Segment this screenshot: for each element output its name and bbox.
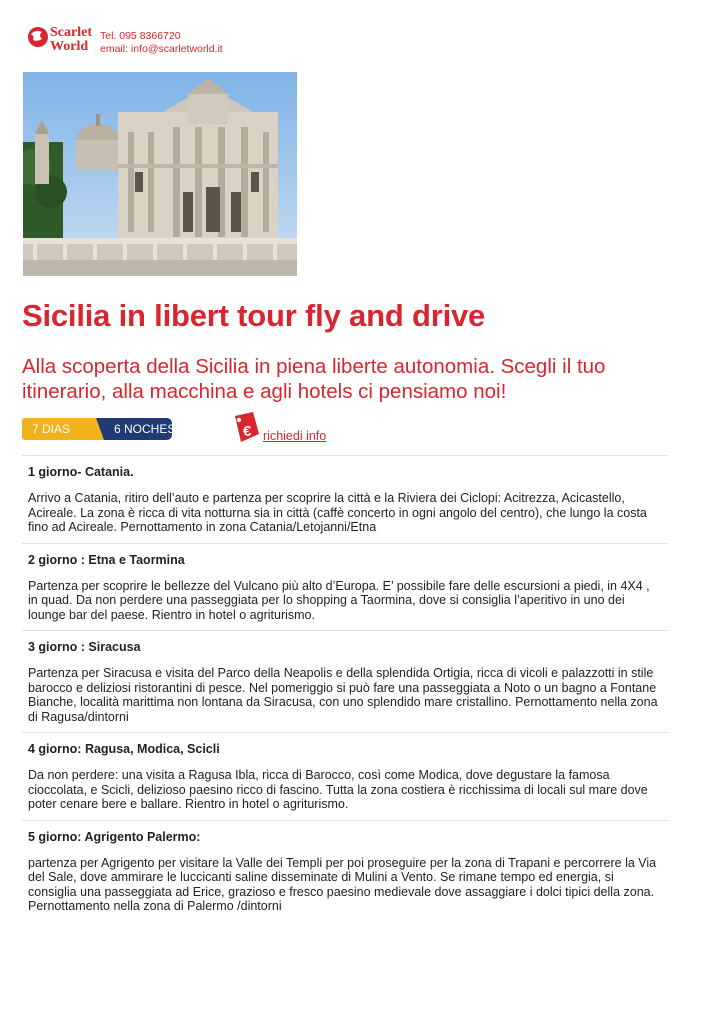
itinerary-day <box>22 820 668 922</box>
day-description: partenza per Agrigento per visitare la Valle dei Templi per poi proseguire per la zona di Trapani e percorrere la Via del Sale, dove ammirare le luccicanti saline disseminate di Mulini a Vento. Se rimane tempo ed energia, si consiglia una passeggiata ad Erice, grazioso e fresco paesino medievale dove assaggiare i dolci tipici della zona. Pernottamento nella zona di Palermo /dintorni <box>28 855 657 913</box>
day-description: Arrivo a Catania, ritiro dell’auto e partenza per scoprire la città e la Riviera dei Ciclopi: Acitrezza, Acicastello, Acireale. La zona è ricca di vita notturna sia in città (caffè concerto in ogni angolo del centro), che lungo la costa fino ad Acireale. Pernottamento in zona Catania/Letojanni/Etna <box>28 491 647 534</box>
badge-days: 7 DIAS <box>32 422 71 436</box>
day-title: 4 giorno: Ragusa, Modica, Scicli <box>28 742 220 756</box>
page-subtitle: Alla scoperta della Sicilia in piena liberte autonomia. Scegli il tuo itinerario, alla macchina e agli hotels ci pensiamo noi! <box>22 355 606 403</box>
day-title: 5 giorno: Agrigento Palermo: <box>28 829 201 844</box>
itinerary <box>22 455 668 922</box>
itinerary-day <box>22 455 668 543</box>
price-tag-icon[interactable] <box>229 412 261 446</box>
badge-nights: 6 NOCHES <box>114 422 176 436</box>
day-description: Partenza per Siracusa e visita del Parco della Neapolis e della splendida Ortigia, ricca di vicoli e palazzotti in stile barocco e deliziosi ristorantini di pesce. Nel pomeriggio si può fare una passeggiata a Noto o un bagno a Fontane Bianche, località marittima non lontana da Siracusa, con uno splendido mare cristallino. Pernottamento nella zona di Ragusa/dintorni <box>28 666 658 724</box>
logo-line1: Scarlet <box>50 25 92 40</box>
euro-symbol: € <box>243 423 252 440</box>
request-info-link[interactable]: richiedi info <box>263 429 327 443</box>
contact-info <box>100 30 223 56</box>
cathedral-photo <box>23 72 297 276</box>
day-title: 1 giorno- Catania. <box>28 465 134 479</box>
itinerary-day <box>22 732 668 820</box>
logo-line2: World <box>50 39 89 54</box>
itinerary-day <box>22 543 668 631</box>
day-description: Partenza per scoprire le bellezze del Vulcano più alto d’Europa. E’ possibile fare delle escursioni a piedi, in 4X4 , in quad. Da non perdere una passeggiata per lo shopping a Taormina, dove si consiglia l’aperitivo in uno dei lounge bar del paese. Rientro in hotel o agriturismo. <box>28 578 650 622</box>
phone-number: Tel. 095 8366720 <box>100 30 181 42</box>
email-address: email: info@scarletworld.it <box>100 43 223 55</box>
page-title: Sicilia in libert tour fly and drive <box>22 298 486 333</box>
itinerary-day <box>22 630 668 732</box>
duration-badge <box>22 418 176 440</box>
day-description: Da non perdere: una visita a Ragusa Ibla, ricca di Barocco, così come Modica, dove degustare la famosa cioccolata, e Scicli, delizioso paesino ricco di fascino. Tutta la zona costiera è ricchissima di locali sul mare dove poter cenare bere e ballare. Rientro in hotel o agriturismo. <box>28 768 648 811</box>
day-title: 3 giorno : Siracusa <box>28 640 141 654</box>
scarlet-world-logo <box>26 20 98 60</box>
day-title: 2 giorno : Etna e Taormina <box>28 552 185 567</box>
